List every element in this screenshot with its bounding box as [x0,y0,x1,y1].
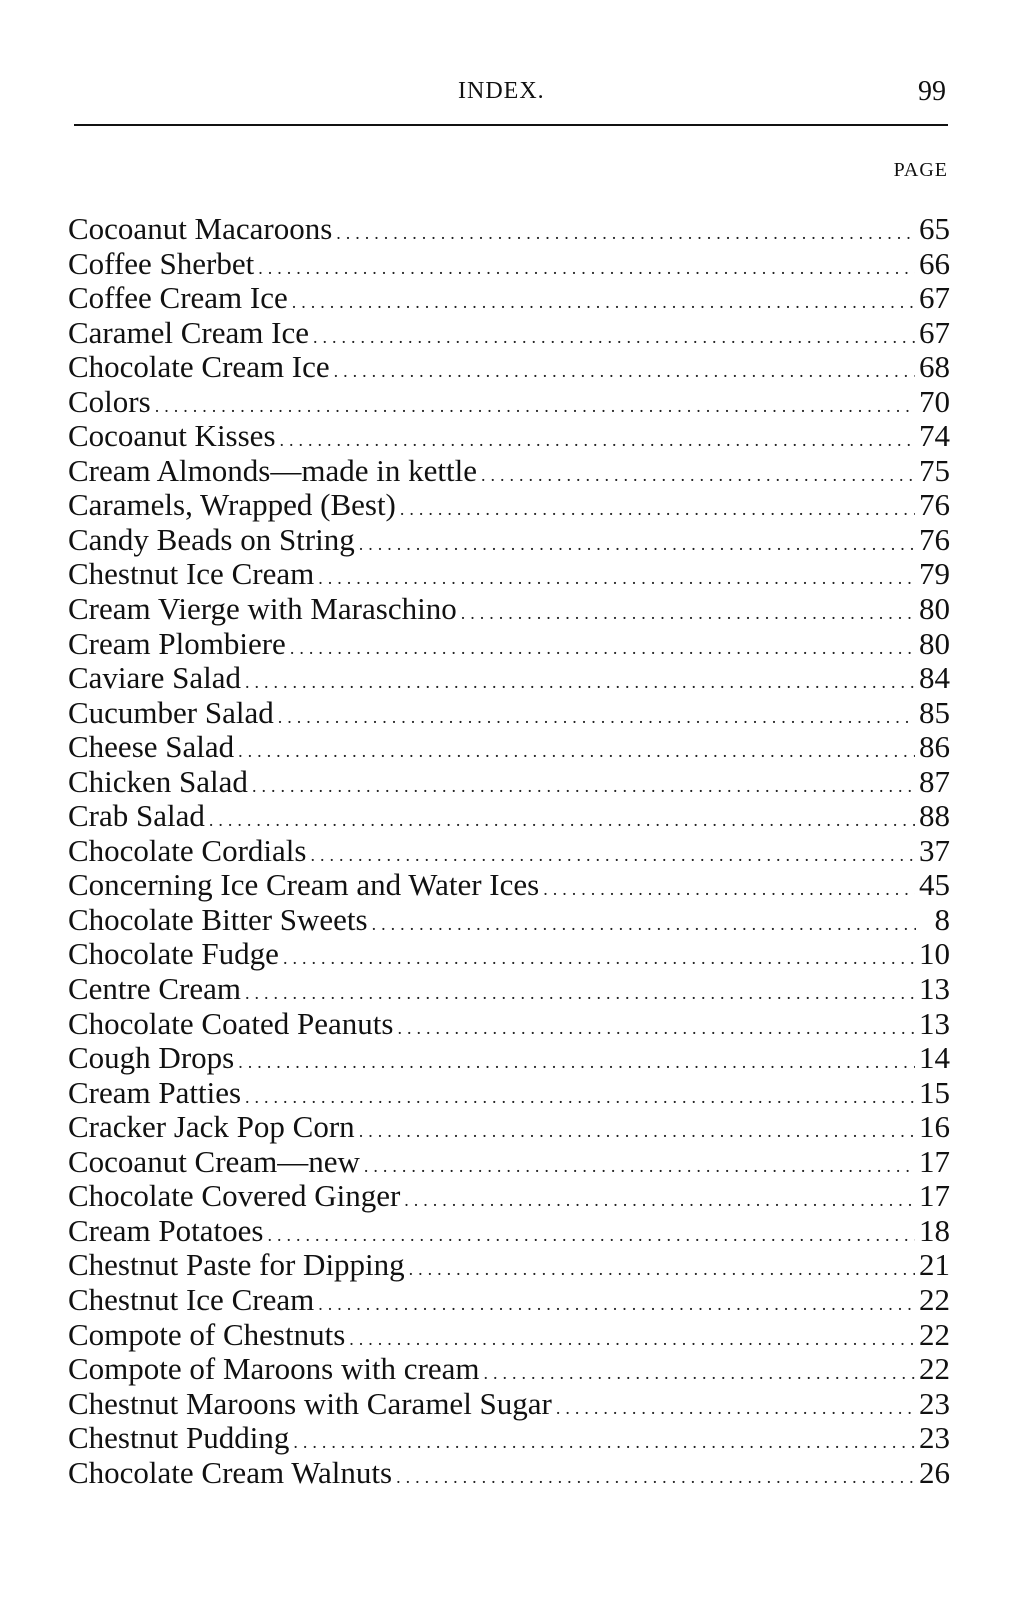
entry-page-number: 68 [919,349,950,385]
index-entry [68,557,950,592]
dot-leader [238,734,915,769]
index-entry [68,972,950,1007]
dot-leader [396,1460,915,1495]
entry-page-number: 88 [919,798,950,834]
dot-leader [252,769,915,804]
index-entry [68,1110,950,1145]
entry-page-number: 76 [919,487,950,523]
entry-page-number: 15 [919,1074,950,1110]
entry-title: Chocolate Covered Ginger [68,1178,401,1214]
entry-page-number: 23 [919,1420,950,1456]
entry-title: Caramels, Wrapped (Best) [68,487,396,523]
index-entry [68,1387,950,1422]
dot-leader [556,1391,915,1426]
entry-title: Coffee Cream Ice [68,280,288,316]
dot-leader [209,803,915,838]
dot-leader [364,1149,915,1184]
index-entry [68,661,950,696]
entry-title: Colors [68,383,151,419]
entry-title: Cream Patties [68,1074,242,1110]
entry-title: Chestnut Ice Cream [68,1281,315,1317]
index-entry [68,627,950,662]
header-rule [74,124,948,126]
dot-leader [258,251,915,286]
index-entry [68,834,950,869]
entry-title: Caramel Cream Ice [68,314,309,350]
dot-leader [400,492,915,527]
index-entry [68,350,950,385]
entry-page-number: 80 [919,591,950,627]
dot-leader [278,700,915,735]
dot-leader [372,907,916,942]
entry-title: Cracker Jack Pop Corn [68,1109,355,1145]
entry-title: Chocolate Cream Ice [68,349,330,385]
index-entry [68,247,950,282]
entry-page-number: 21 [919,1247,950,1283]
entry-title: Cocoanut Cream—new [68,1143,360,1179]
dot-leader [313,320,915,355]
dot-leader [404,1183,915,1218]
index-entry [68,937,950,972]
running-title: INDEX. [458,78,545,104]
entry-title: Chestnut Paste for Dipping [68,1247,405,1283]
entry-title: Compote of Maroons with cream [68,1351,480,1387]
entry-page-number: 45 [919,867,950,903]
index-entry [68,799,950,834]
entry-title: Crab Salad [68,798,205,834]
entry-title: Cream Plombiere [68,625,286,661]
entry-page-number: 75 [919,452,950,488]
index-entry [68,523,950,558]
index-entry [68,1318,950,1353]
entry-page-number: 16 [919,1109,950,1145]
entry-page-number: 74 [919,418,950,454]
dot-leader [481,458,915,493]
index-entry [68,765,950,800]
index-entry [68,454,950,489]
entry-title: Cream Potatoes [68,1212,264,1248]
entry-page-number: 85 [919,694,950,730]
dot-leader [359,1114,915,1149]
entry-page-number: 26 [919,1454,950,1490]
entry-page-number: 10 [919,936,950,972]
index-entry [68,1007,950,1042]
dot-leader [334,354,915,389]
entry-page-number: 79 [919,556,950,592]
index-entry [68,696,950,731]
entry-page-number: 22 [919,1281,950,1317]
index-entry [68,1248,950,1283]
index-entry-list [68,212,950,1490]
dot-leader [283,941,915,976]
index-entry [68,316,950,351]
index-entry [68,212,950,247]
dot-leader [245,665,915,700]
entry-page-number: 13 [919,1005,950,1041]
entry-title: Chestnut Ice Cream [68,556,315,592]
entry-page-number: 13 [919,971,950,1007]
entry-page-number: 70 [919,383,950,419]
dot-leader [461,596,915,631]
entry-page-number: 37 [919,832,950,868]
entry-title: Cough Drops [68,1040,235,1076]
entry-page-number: 22 [919,1316,950,1352]
index-entry [68,419,950,454]
entry-title: Compote of Chestnuts [68,1316,346,1352]
index-entry [68,730,950,765]
entry-title: Coffee Sherbet [68,245,255,281]
index-entry [68,592,950,627]
entry-page-number: 18 [919,1212,950,1248]
index-entry [68,903,950,938]
dot-leader [397,1011,915,1046]
index-entry [68,1214,950,1249]
dot-leader [318,1287,915,1322]
entry-title: Chestnut Pudding [68,1420,290,1456]
entry-title: Chocolate Coated Peanuts [68,1005,394,1041]
dot-leader [336,216,915,251]
index-entry [68,1179,950,1214]
running-head [0,76,1035,110]
dot-leader [292,285,915,320]
dot-leader [290,631,915,666]
entry-title: Chocolate Cordials [68,832,307,868]
entry-page-number: 84 [919,660,950,696]
entry-title: Cucumber Salad [68,694,274,730]
index-entry [68,385,950,420]
page-column-label: PAGE [893,159,948,181]
entry-page-number: 17 [919,1178,950,1214]
entry-title: Cheese Salad [68,729,235,765]
page-number: 99 [918,76,946,107]
entry-page-number: 76 [919,521,950,557]
entry-page-number: 80 [919,625,950,661]
entry-page-number: 17 [919,1143,950,1179]
entry-title: Caviare Salad [68,660,242,696]
entry-title: Chocolate Bitter Sweets [68,901,368,937]
entry-title: Chocolate Cream Walnuts [68,1454,393,1490]
entry-page-number: 8 [934,901,950,937]
dot-leader [543,872,915,907]
entry-title: Cream Vierge with Maraschino [68,591,457,627]
entry-page-number: 22 [919,1351,950,1387]
index-entry [68,1076,950,1111]
entry-title: Cream Almonds—made in kettle [68,452,477,488]
entry-title: Cocoanut Kisses [68,418,276,454]
index-entry [68,1456,950,1491]
index-entry [68,1145,950,1180]
entry-page-number: 87 [919,763,950,799]
index-entry [68,868,950,903]
entry-title: Chicken Salad [68,763,248,799]
entry-page-number: 23 [919,1385,950,1421]
entry-title: Candy Beads on String [68,521,355,557]
entry-page-number: 65 [919,211,950,246]
entry-page-number: 67 [919,314,950,350]
index-entry [68,488,950,523]
index-entry [68,1283,950,1318]
dot-leader [238,1045,915,1080]
entry-title: Chocolate Fudge [68,936,279,972]
entry-title: Concerning Ice Cream and Water Ices [68,867,540,903]
index-entry [68,1352,950,1387]
index-entry [68,1041,950,1076]
index-entry [68,1421,950,1456]
index-entry [68,281,950,316]
entry-page-number: 14 [919,1040,950,1076]
entry-page-number: 86 [919,729,950,765]
entry-title: Chestnut Maroons with Caramel Sugar [68,1385,552,1421]
dot-leader [409,1252,915,1287]
dot-leader [359,527,915,562]
entry-page-number: 66 [919,245,950,281]
entry-title: Centre Cream [68,971,242,1007]
entry-page-number: 67 [919,280,950,316]
entry-title: Cocoanut Macaroons [68,211,333,246]
